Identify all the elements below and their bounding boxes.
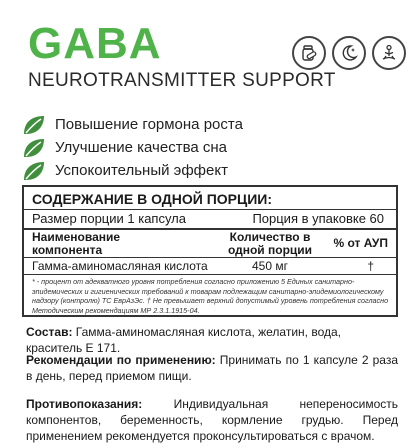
table-cell-amount: 450 мг — [252, 259, 288, 273]
benefit-list — [22, 113, 243, 182]
leaf-icon — [22, 137, 46, 159]
benefit-item — [22, 113, 243, 136]
column-header-amount: Количество в одной порции — [227, 230, 313, 257]
meditation-icon — [372, 36, 406, 70]
column-header-pct: % от АУП — [333, 236, 388, 250]
table-divider — [24, 209, 396, 210]
column-header-name: Наименование компонента — [32, 230, 121, 257]
nutrition-table — [22, 185, 398, 317]
benefit-text: Успокоительный эффект — [55, 162, 228, 179]
benefit-item — [22, 159, 243, 182]
table-footnote: * - процент от адекватного уровня потребления согласно приложению 5 Единых санитарно-эпидемических и гигиенических требований к товарам подлежащим санитарно-эпидемиологическому надзору (контролю) ТС ЕврАзЭс. † Не превышает верхний допустимый уровень потребления согласно Методическим рекомендациям МР 2.3.1.1915-04. — [32, 277, 389, 315]
recommendations-label: Рекомендации по применению: — [26, 353, 216, 367]
composition-text: Гамма-аминомасляная кислота, желатин, вода, краситель Е 171. — [26, 325, 341, 355]
table-cell-pct: † — [367, 259, 374, 273]
contraindications-paragraph — [26, 396, 398, 444]
table-cell-name: Гамма-аминомасляная кислота — [32, 259, 208, 273]
contraindications-label: Противопоказания: — [26, 397, 143, 411]
benefit-item — [22, 136, 243, 159]
leaf-icon — [22, 160, 46, 182]
table-divider — [24, 257, 396, 258]
moon-sleep-icon — [332, 36, 366, 70]
table-heading: СОДЕРЖАНИЕ В ОДНОЙ ПОРЦИИ: — [32, 191, 273, 207]
leaf-icon — [22, 114, 46, 136]
serving-size: Размер порции 1 капсула — [32, 211, 186, 226]
table-divider — [24, 274, 396, 275]
capsule-bottle-icon — [292, 36, 326, 70]
header-icons — [292, 36, 406, 70]
benefit-text: Повышение гормона роста — [55, 116, 243, 133]
recommendations-paragraph — [26, 352, 398, 384]
product-title: GABA — [28, 19, 162, 68]
benefit-text: Улучшение качества сна — [55, 139, 228, 156]
servings-per-pack: Порция в упаковке 60 — [252, 211, 384, 226]
composition-label: Состав: — [26, 325, 73, 339]
product-subtitle: NEUROTRANSMITTER SUPPORT — [28, 70, 336, 91]
contraindications-text: Индивидуальная непереносимость компонентов, беременность, кормление грудью. Перед применением рекомендуется проконсультироваться с врачом. — [26, 397, 398, 443]
recommendations-text: Принимать по 1 капсуле 2 раза в день, перед приемом пищи. — [26, 353, 398, 383]
